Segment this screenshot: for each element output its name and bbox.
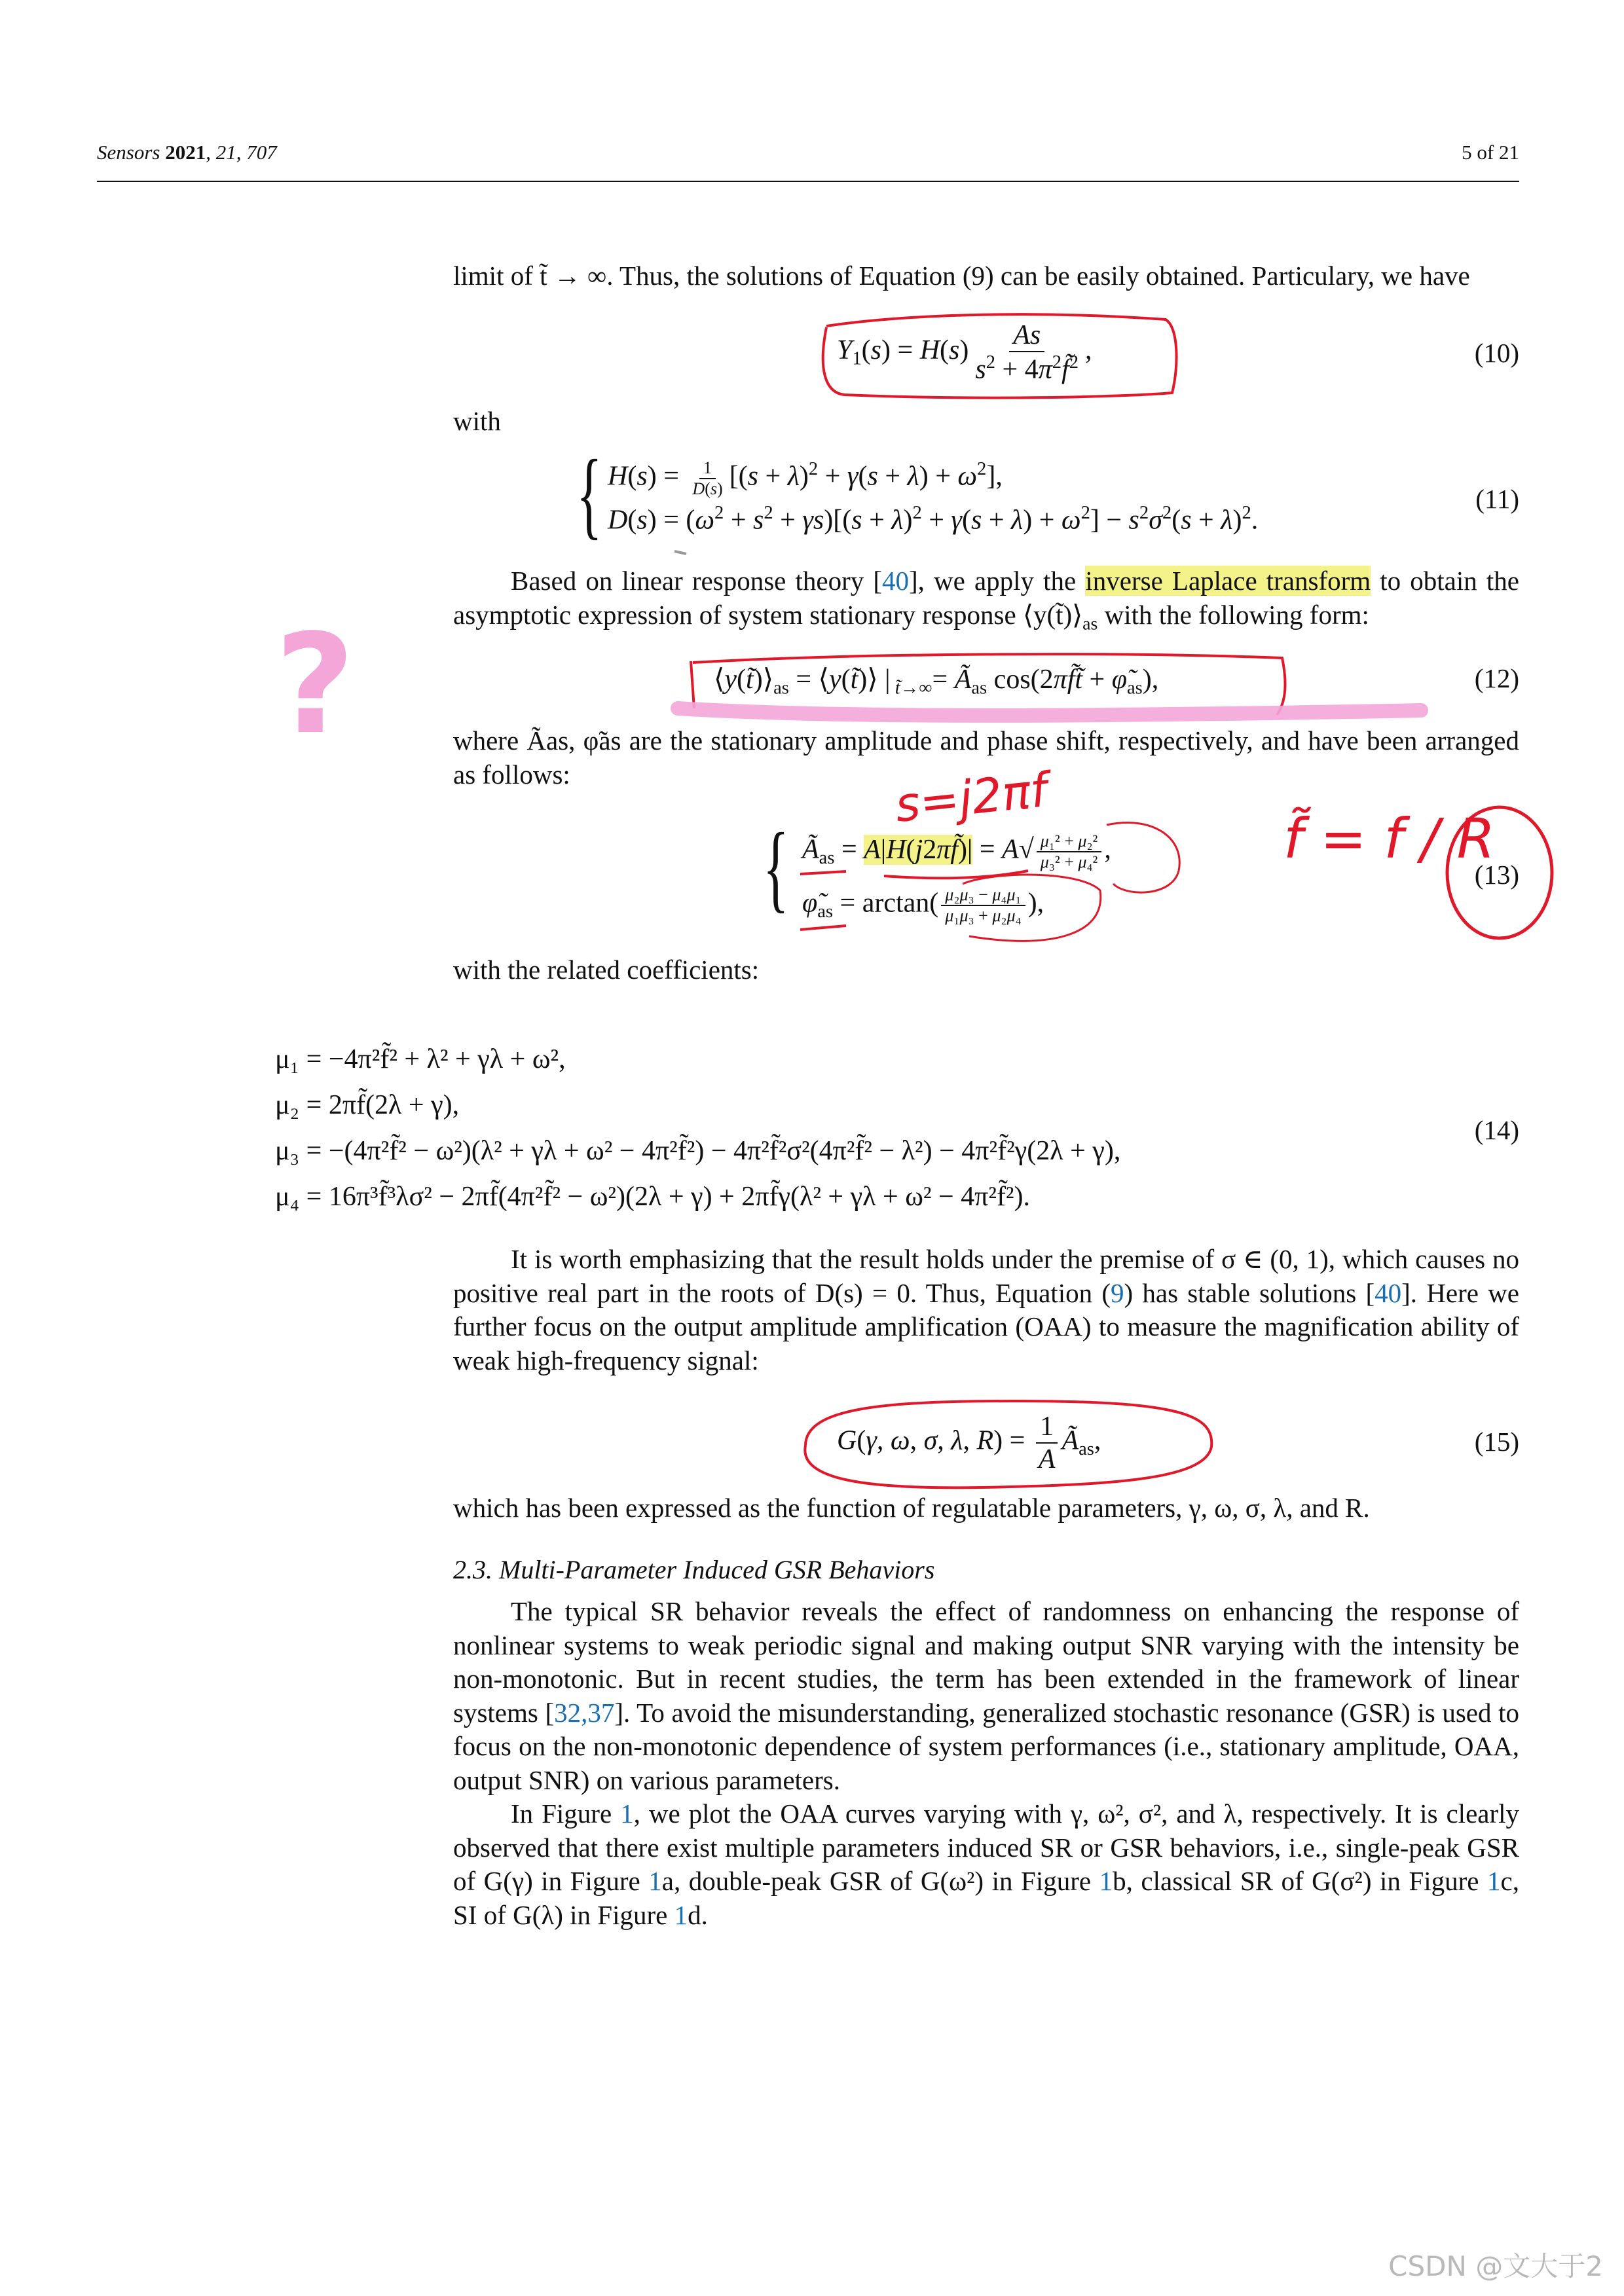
paragraph-intro: limit of t̃ → ∞. Thus, the solutions of Equation (9) can be easily obtained. Particulary, we have xyxy=(453,261,1470,291)
figure-link-1b[interactable]: 1 xyxy=(1099,1866,1113,1896)
equation-11-line-1: H(s) = $\frac{1}{D(s)}$ $[(s + \lambda)^2 + \gamma(s + \lambda) + \omega^2]$, xyxy=(608,458,1003,498)
page-number: 5 of 21 xyxy=(1462,141,1519,164)
equation-link-9[interactable]: 9 xyxy=(1110,1277,1124,1308)
paragraph-linear-response: Based on linear response theory [40], we apply the inverse Laplace transform to obtain the asymptotic expression of system stationary response $⟨y(t̃)⟩_{as}$ with the following form: xyxy=(453,566,1519,634)
equation-14-mu3: μ₃ = −(4π²f̃² − ω²)(λ² + γλ + ω² − 4π²f̃²) − 4π²f̃²σ²(4π²f̃² − λ²) − 4π²f̃²γ(2λ + γ), xyxy=(275,1136,1121,1166)
equation-14-mu1: μ₁ = −4π²f̃² + λ² + γλ + ω², xyxy=(275,1044,566,1074)
journal-volume: 21 xyxy=(215,141,236,164)
journal-name: Sensors xyxy=(97,141,160,164)
section-heading: 2.3. Multi-Parameter Induced GSR Behaviors xyxy=(453,1555,935,1584)
equation-number-11: (11) xyxy=(1475,484,1519,514)
ink-underline-phi xyxy=(800,926,846,930)
ink-circle-sqrt xyxy=(1107,822,1179,892)
equation-number-12: (12) xyxy=(1474,663,1519,693)
equation-13-brace: { xyxy=(763,813,789,922)
text-related-coefficients: with the related coefficients: xyxy=(453,955,760,985)
equation-14-mu4: μ₄ = 16π³f̃³λσ² − 2πf̃(4π²f̃² − ω²)(2λ + γ) + 2πf̃γ(λ² + γλ + ω² − 4π²f̃²). xyxy=(275,1182,1031,1212)
equation-number-13: (13) xyxy=(1474,860,1519,890)
running-header-citation: Sensors 2021, 21, 707 xyxy=(97,141,277,164)
reference-link-40b[interactable]: 40 xyxy=(1375,1277,1402,1308)
reference-link-32-37[interactable]: 32,37 xyxy=(554,1697,615,1728)
ink-text-s-j2pif: s=j2πf xyxy=(892,762,1050,833)
equation-number-14: (14) xyxy=(1474,1115,1519,1145)
reference-link-40[interactable]: 40 xyxy=(882,566,909,596)
article-number: 707 xyxy=(246,141,277,164)
equation-11-brace: { xyxy=(576,440,602,549)
equation-number-10: (10) xyxy=(1474,338,1519,368)
figure-link-1[interactable]: 1 xyxy=(620,1798,634,1829)
paragraph-regulatable: which has been expressed as the function of regulatable parameters, γ, ω, σ, λ, and R. xyxy=(453,1493,1370,1523)
equation-11-line-2: $D(s) = (\omega^2 + s^2 + \gamma s)[(s + \lambda)^2 + \gamma(s + \lambda) + \omega^2] - s^2\sigma^2(s + \lambda)^2$. xyxy=(608,503,1259,536)
equation-15: G(γ, ω, σ, λ, R) = $\frac{1}{A}$ $Ã_{as}$, xyxy=(837,1412,1101,1474)
equation-13-line-1: $Ã_{as}$ = A|H(j2πf̃)| = A√ $\frac{\text{μ₁² + μ₂²}}{\text{μ₃² + μ₄²}}$ , xyxy=(802,831,1111,871)
figure-link-1c[interactable]: 1 xyxy=(1487,1866,1501,1896)
watermark: CSDN @文大于2 xyxy=(1388,2250,1603,2282)
figure-link-1d[interactable]: 1 xyxy=(674,1899,688,1930)
equation-12: $⟨y(t̃)⟩_{as}$ = ⟨y(t̃)⟩ | $_{t̃\to\infty}= Ã_{as}$ cos(2πf̃t̃ + $\varphĩ_{as}$), xyxy=(714,665,1159,699)
ink-question-mark: ? xyxy=(275,604,355,765)
highlighted-phrase: inverse Laplace transform xyxy=(1085,566,1371,596)
journal-year: 2021 xyxy=(165,141,206,164)
paragraph-stationary: where Ãas, φ̃as are the stationary amplitude and phase shift, respectively, and have been arranged as follows: xyxy=(453,725,1519,790)
equation-13-line-2: $\varphĩ_{as} = \arctan$( $\frac{\text{μ₂μ₃ − μ₄μ₁}}{\text{μ₁μ₃ + μ₂μ₄}}$ ), xyxy=(802,885,1044,925)
figure-link-1a[interactable]: 1 xyxy=(648,1866,662,1896)
ink-pink-underline xyxy=(678,708,1421,716)
text-with: with xyxy=(453,406,501,436)
header-rule xyxy=(97,181,1519,182)
equation-10: $Y_1(s) = H(s)$ $\frac{As}{s^2 + 4\pi^2f̃^2}$ , xyxy=(837,320,1092,385)
equation-number-15: (15) xyxy=(1474,1427,1519,1457)
equation-14-mu2: μ₂ = 2πf̃(2λ + γ), xyxy=(275,1090,460,1120)
paragraph-gsr-definition: The typical SR behavior reveals the effect of randomness on enhancing the response of nonlinear systems to weak periodic signal and making output SNR varying with the intensity be non-monotonic. But in recent studies, the term has been extended in the framework of linear systems [32,37]. To avoid the misunderstanding, generalized stochastic resonance (GSR) is used to focus on the non-monotonic dependence of system performances (i.e., stationary amplitude, OAA, output SNR) on various parameters. xyxy=(453,1596,1519,1795)
ink-small-mark xyxy=(674,551,686,554)
ink-text-f-over-R: f̃ = f / R xyxy=(1283,807,1495,871)
paragraph-figure-1: In Figure 1, we plot the OAA curves varying with γ, ω², σ², and λ, respectively. It is clearly observed that there exist multiple parameters induced SR or GSR behaviors, i.e., single-peak GSR of G(γ) in Figure 1a, double-peak GSR of G(ω²) in Figure 1b, classical SR of G(σ²) in Figure 1c, SI of G(λ) in Figure 1d. xyxy=(453,1798,1520,1930)
paragraph-premise: It is worth emphasizing that the result holds under the premise of σ ∈ (0, 1), which causes no positive real part in the roots of D(s) = 0. Thus, Equation (9) has stable solutions [40]. Here we further focus on the output amplitude amplification (OAA) to measure the magnification ability of weak high-frequency signal: xyxy=(453,1244,1519,1376)
